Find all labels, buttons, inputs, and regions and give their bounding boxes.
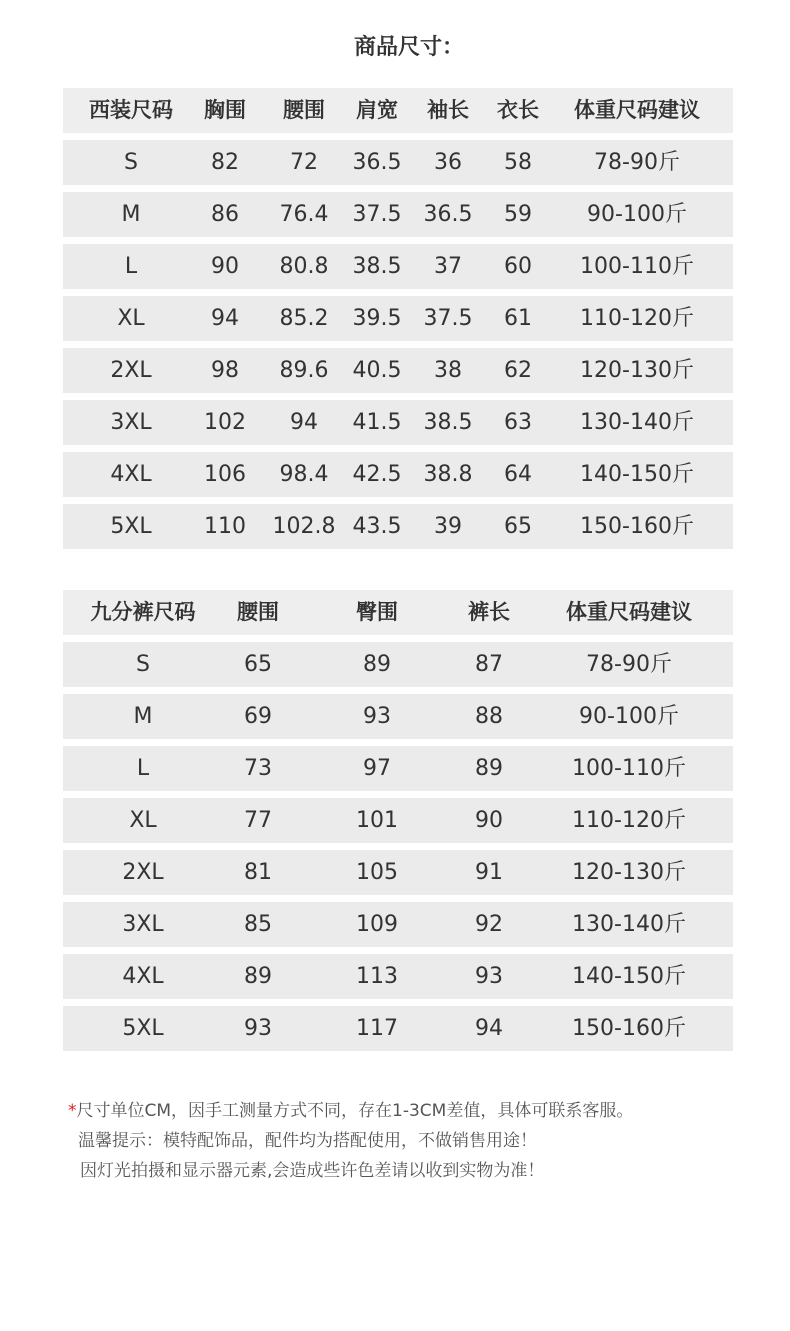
pants-cell: 85 [244,912,272,937]
suit-cell: 90 [211,254,239,279]
suit-header-cell: 衣长 [497,98,539,122]
suit-cell: 89.6 [279,358,329,383]
pants-cell: 91 [475,860,503,885]
suit-cell: 120-130斤 [580,358,694,383]
suit-cell: 43.5 [352,514,402,539]
suit-cell: 102 [204,410,246,435]
pants-cell: 130-140斤 [572,912,686,937]
suit-cell: 39.5 [352,306,402,331]
suit-cell: 36.5 [423,202,473,227]
suit-cell: 98 [211,358,239,383]
pants-cell: 5XL [122,1016,164,1041]
pants-cell: 65 [244,652,272,677]
suit-cell: 85.2 [279,306,329,331]
suit-cell: 5XL [110,514,152,539]
pants-cell: 101 [356,808,398,833]
suit-header-cell: 袖长 [427,98,469,122]
page-title: 商品尺寸： [353,35,464,60]
suit-header-cell: 体重尺码建议 [574,98,700,122]
pants-cell: 93 [363,704,391,729]
pants-cell: 109 [356,912,398,937]
pants-cell: S [136,652,150,677]
pants-header-row [63,590,733,635]
suit-row [63,400,733,445]
pants-cell: 78-90斤 [586,652,672,677]
suit-cell: L [124,254,138,279]
pants-cell: 3XL [122,912,164,937]
suit-cell: 59 [504,202,532,227]
suit-cell: 130-140斤 [580,410,694,435]
suit-cell: S [124,150,138,175]
pants-cell: 73 [244,756,272,781]
pants-header-cell: 裤长 [468,600,510,624]
suit-cell: 100-110斤 [580,254,694,279]
suit-cell: 64 [504,462,532,487]
suit-cell: 80.8 [279,254,329,279]
pants-cell: 81 [244,860,272,885]
note-line-1 [68,1096,633,1126]
suit-row [63,504,733,549]
suit-cell: 102.8 [272,514,336,539]
notes [68,1096,633,1186]
suit-cell: 94 [290,410,318,435]
suit-cell: 36 [434,150,462,175]
suit-cell: 140-150斤 [580,462,694,487]
pants-header-cell: 腰围 [237,600,279,624]
pants-cell: M [133,704,153,729]
pants-header-cell: 体重尺码建议 [566,600,692,624]
pants-size-table [63,590,733,1058]
pants-cell: 105 [356,860,398,885]
suit-cell: 42.5 [352,462,402,487]
suit-row [63,244,733,289]
pants-cell: 150-160斤 [572,1016,686,1041]
suit-cell: 65 [504,514,532,539]
pants-cell: 97 [363,756,391,781]
suit-cell: 94 [211,306,239,331]
pants-cell: 4XL [122,964,164,989]
suit-row [63,348,733,393]
suit-cell: 106 [204,462,246,487]
pants-cell: 89 [475,756,503,781]
suit-cell: 98.4 [279,462,329,487]
suit-cell: 110-120斤 [580,306,694,331]
pants-row [63,850,733,895]
pants-row [63,798,733,843]
suit-cell: 76.4 [279,202,329,227]
note-line-3: 因灯光拍摄和显示器元素,会造成些许色差请以收到实物为准！ [80,1161,545,1181]
suit-cell: 72 [290,150,318,175]
pants-cell: 88 [475,704,503,729]
pants-cell: 100-110斤 [572,756,686,781]
suit-header-cell: 西装尺码 [89,98,173,122]
pants-cell: 113 [356,964,398,989]
suit-cell: 90-100斤 [587,202,687,227]
note-line-2: 温馨提示：模特配饰品，配件均为搭配使用，不做销售用途！ [78,1131,537,1151]
suit-row [63,296,733,341]
pants-cell: 92 [475,912,503,937]
pants-cell: 94 [475,1016,503,1041]
suit-cell: M [121,202,141,227]
pants-cell: 93 [244,1016,272,1041]
suit-cell: 78-90斤 [594,150,680,175]
pants-row [63,642,733,687]
suit-row [63,452,733,497]
pants-cell: 90-100斤 [579,704,679,729]
pants-cell: 69 [244,704,272,729]
pants-header-cell: 九分裤尺码 [90,600,196,624]
asterisk-mark: * [68,1101,77,1121]
suit-cell: 37.5 [352,202,402,227]
pants-cell: 120-130斤 [572,860,686,885]
suit-cell: 110 [204,514,246,539]
pants-cell: 90 [475,808,503,833]
suit-cell: 63 [504,410,532,435]
suit-cell: 37.5 [423,306,473,331]
pants-cell: 93 [475,964,503,989]
suit-cell: 36.5 [352,150,402,175]
suit-cell: 2XL [110,358,152,383]
suit-header-row [63,88,733,133]
pants-cell: 87 [475,652,503,677]
pants-cell: 117 [356,1016,398,1041]
suit-cell: 3XL [110,410,152,435]
pants-cell: 89 [244,964,272,989]
suit-header-cell: 肩宽 [356,98,398,122]
suit-header-cell: 腰围 [283,98,325,122]
suit-cell: 38.5 [423,410,473,435]
suit-cell: 58 [504,150,532,175]
pants-row [63,1006,733,1051]
suit-cell: 60 [504,254,532,279]
suit-header-cell: 胸围 [204,98,246,122]
pants-cell: 2XL [122,860,164,885]
suit-row [63,140,733,185]
pants-cell: L [136,756,150,781]
note-text-1: 尺寸单位CM，因手工测量方式不同，存在1-3CM差值，具体可联系客服。 [76,1101,634,1121]
suit-cell: 37 [434,254,462,279]
suit-cell: 62 [504,358,532,383]
suit-cell: 41.5 [352,410,402,435]
pants-cell: 89 [363,652,391,677]
suit-cell: 86 [211,202,239,227]
pants-cell: 77 [244,808,272,833]
suit-cell: 39 [434,514,462,539]
pants-cell: 110-120斤 [572,808,686,833]
suit-size-table [63,88,733,556]
pants-row [63,902,733,947]
suit-cell: 82 [211,150,239,175]
suit-cell: 38 [434,358,462,383]
suit-cell: 38.5 [352,254,402,279]
suit-cell: 4XL [110,462,152,487]
suit-cell: 40.5 [352,358,402,383]
pants-header-cell: 臀围 [356,600,398,624]
pants-cell: 140-150斤 [572,964,686,989]
pants-row [63,746,733,791]
pants-cell: XL [129,808,157,833]
pants-row [63,954,733,999]
suit-cell: 38.8 [423,462,473,487]
suit-row [63,192,733,237]
suit-cell: XL [117,306,145,331]
suit-cell: 150-160斤 [580,514,694,539]
pants-row [63,694,733,739]
suit-cell: 61 [504,306,532,331]
